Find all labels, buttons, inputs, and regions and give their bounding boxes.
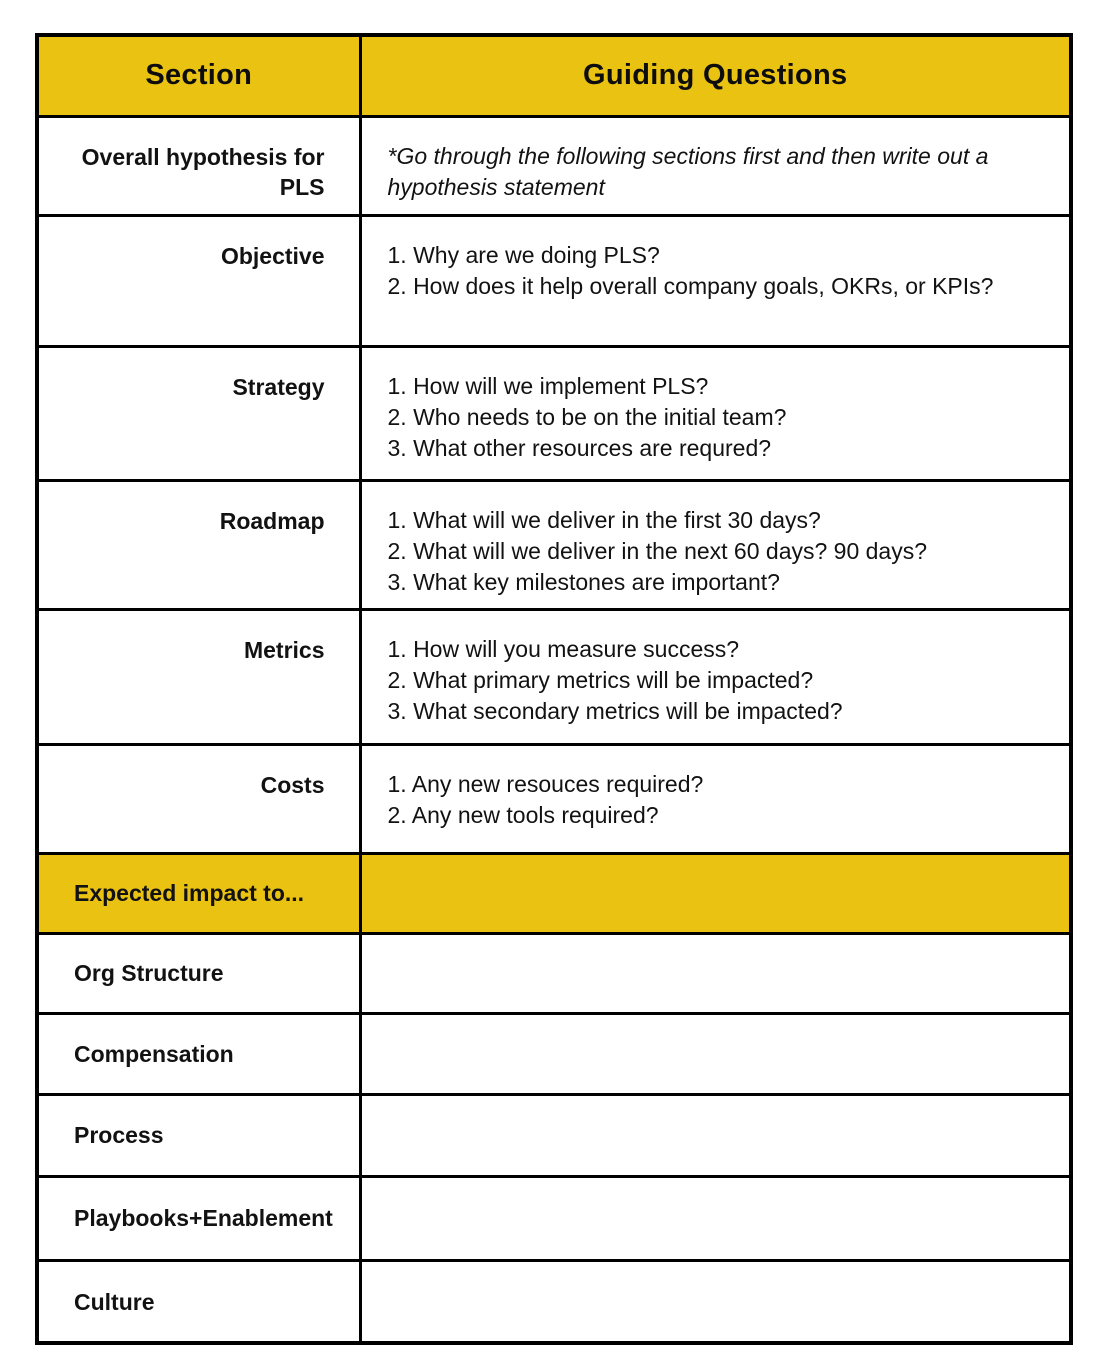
question-line: 2. Any new tools required? [387,801,659,828]
table-row [37,744,1071,853]
questions-cell [360,853,1071,933]
guiding-questions-table [35,33,1073,1345]
table-row [37,933,1071,1013]
questions-cell [360,480,1071,609]
section-column-header: Section [37,35,360,116]
question-line: 2. What will we deliver in the next 60 days? 90 days? [387,537,928,564]
table-row [37,346,1071,480]
questions-cell [360,215,1071,346]
questions-cell [360,744,1071,853]
questions-cell [360,609,1071,744]
question-line: 2. Who needs to be on the initial team? [387,403,787,430]
section-label: Strategy [37,346,360,480]
header-row [37,35,1071,116]
question-line: 3. What secondary metrics will be impacted? [387,697,843,724]
question-line: 1. Why are we doing PLS? [387,241,660,268]
table-row [37,1013,1071,1094]
table-row [37,480,1071,609]
section-label: Org Structure [37,933,360,1013]
section-label: Overall hypothesis for PLS [37,116,360,215]
question-line: 3. What key milestones are important? [387,568,780,595]
section-label: Expected impact to... [37,853,360,933]
table-row [37,609,1071,744]
table-row [37,1094,1071,1176]
table-row [37,116,1071,215]
table-body [37,116,1071,1343]
question-line: 1. How will we implement PLS? [387,372,709,399]
questions-cell [360,933,1071,1013]
question-line: 1. Any new resouces required? [387,770,704,797]
section-label: Compensation [37,1013,360,1094]
guiding-questions-column-header: Guiding Questions [360,35,1071,116]
questions-cell [360,116,1071,215]
section-label: Roadmap [37,480,360,609]
question-line: 1. How will you measure success? [387,635,740,662]
question-line: 2. What primary metrics will be impacted? [387,666,814,693]
questions-cell [360,1013,1071,1094]
table-row [37,853,1071,933]
question-line: 3. What other resources are requred? [387,434,772,461]
section-label: Metrics [37,609,360,744]
section-label: Objective [37,215,360,346]
section-label: Culture [37,1260,360,1343]
table-row [37,215,1071,346]
questions-cell [360,1176,1071,1260]
table-row [37,1260,1071,1343]
section-label: Process [37,1094,360,1176]
questions-cell [360,346,1071,480]
questions-cell [360,1094,1071,1176]
hypothesis-note: *Go through the following sections first and then write out a hypothesis statement [387,142,989,201]
section-label: Playbooks+Enablement [37,1176,360,1260]
questions-cell [360,1260,1071,1343]
table-row [37,1176,1071,1260]
section-label: Costs [37,744,360,853]
question-line: 2. How does it help overall company goals, OKRs, or KPIs? [387,272,994,299]
question-line: 1. What will we deliver in the first 30 days? [387,506,821,533]
